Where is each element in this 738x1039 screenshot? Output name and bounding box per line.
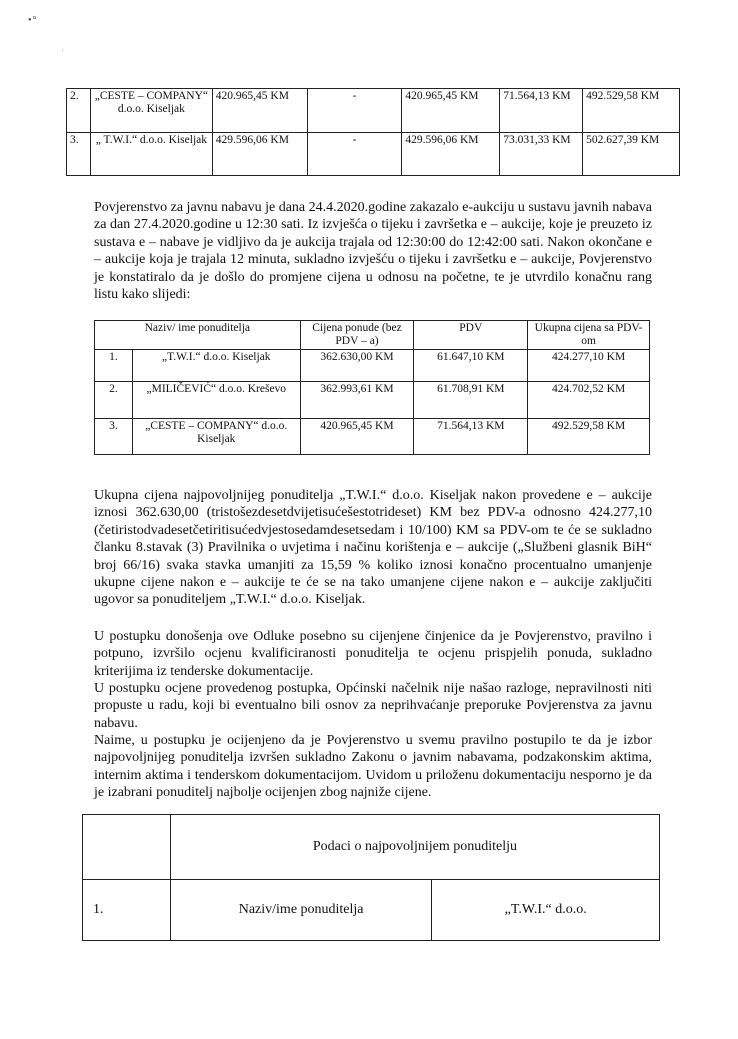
table-row <box>95 350 650 382</box>
offer-price: 420.965,45 KM <box>212 89 307 133</box>
table-row <box>95 382 650 419</box>
final-ranking-table <box>94 320 650 455</box>
price-after-discount: 429.596,06 KM <box>402 133 500 176</box>
vat-amount: 73.031,33 KM <box>500 133 583 176</box>
auction-description-paragraph: Povjerenstvo za javnu nabavu je dana 24.4.2020.godine zakazalo e-aukciju u sustavu javnih nabava za dan 27.4.2020.godine u 12:30 sati. Iz izvješća o tijeku i završetka e – aukcije, koje je preuzeto iz sustava e – nabave je vidljivo da je aukcija trajala od 12:30:00 do 12:42:00 sati. Nakon okončane e – aukcije koja je trajala 12 minuta, sukladno izvješću o tijeku i završetku e – aukcije, Povjerenstvo je konstatiralo da je došlo do promjene cijena u odnosu na početne, te je utvrdilo konačnu rang listu kako slijedi: <box>94 200 652 303</box>
total-price: 424.702,52 KM <box>528 382 650 419</box>
table-row <box>67 133 680 176</box>
best-bidder-table <box>82 814 660 941</box>
price-after-discount: 420.965,45 KM <box>402 89 500 133</box>
bidder-name-value: „T.W.I.“ d.o.o. <box>432 880 660 941</box>
scan-artifact-mark: ˈ <box>61 48 64 58</box>
total-price: 424.277,10 KM <box>528 350 650 382</box>
total-price: 492.529,58 KM <box>528 419 650 455</box>
row-number: 1. <box>83 880 171 941</box>
table-header-row <box>95 321 650 350</box>
vat-amount: 61.647,10 KM <box>414 350 528 382</box>
header-offer-price: Cijena ponude (bez PDV – a) <box>300 321 414 350</box>
rank-number: 1. <box>95 350 133 382</box>
offer-price: 362.630,00 KM <box>300 350 414 382</box>
table-row <box>67 89 680 133</box>
table-row <box>95 419 650 455</box>
bidder-name: „ T.W.I.“ d.o.o. Kiseljak <box>90 133 212 176</box>
vat-amount: 71.564,13 KM <box>414 419 528 455</box>
bidder-name: „CESTE – COMPANY“ d.o.o. Kiseljak <box>90 89 212 133</box>
table-row <box>83 880 660 941</box>
total-price: 502.627,39 KM <box>583 133 680 176</box>
best-bidder-table-title: Podaci o najpovoljnijem ponuditelju <box>170 815 659 880</box>
row-number: 2. <box>67 89 91 133</box>
discount: - <box>307 133 402 176</box>
vat-amount: 71.564,13 KM <box>500 89 583 133</box>
table-header-row <box>83 815 660 880</box>
header-vat: PDV <box>414 321 528 350</box>
best-bid-price-paragraph: Ukupna cijena najpovoljnijeg ponuditelja „T.W.I.“ d.o.o. Kiseljak nakon provedene e – aukcije iznosi 362.630,00 (tristošezdesetdvijetisućešestotrideset) KM bez PDV-a odnosno 424.277,10 (četiristodvadesetčetiritisućedvjestosedamdesetsedam i 10/100) KM sa PDV-om te će se sukladno članku 8.stavak (3) Pravilnika o uvjetima i načinu korištenja e – aukcije („Službeni glasnik BiH“ broj 66/16) svaka stavka umanjiti za 15,59 % koliko iznosi konačno procentualno umanjenje ukupne cijene nakon e – aukcije te će se na tako umanjene cijene nakon e – aukcije zaključiti ugovor sa ponuditeljem „T.W.I.“ d.o.o. Kiseljak. <box>94 488 652 608</box>
bidder-name-label: Naziv/ime ponuditelja <box>170 880 432 941</box>
bidder-name: „T.W.I.“ d.o.o. Kiseljak <box>132 350 300 382</box>
rank-number: 2. <box>95 382 133 419</box>
header-bidder-name: Naziv/ ime ponuditelja <box>95 321 301 350</box>
scan-artifact-dots: •° <box>28 15 38 26</box>
evaluation-paragraph: U postupku donošenja ove Odluke posebno su cijenjene činjenice da je Povjerenstvo, pravilno i potpuno, izvršilo ocjenu kvalificiranosti ponuditelja te ocjenu prispjelih ponuda, sukladno kriterijima iz tenderske dokumentacije. <box>94 629 652 679</box>
row-number: 3. <box>67 133 91 176</box>
header-total-price: Ukupna cijena sa PDV-om <box>528 321 650 350</box>
offer-price: 362.993,61 KM <box>300 382 414 419</box>
discount: - <box>307 89 402 133</box>
empty-cell <box>83 815 171 880</box>
offer-price: 420.965,45 KM <box>300 419 414 455</box>
bidder-name: „MILIČEVIĆ“ d.o.o. Kreševo <box>132 382 300 419</box>
bidder-name: „CESTE – COMPANY“ d.o.o. Kiseljak <box>132 419 300 455</box>
conclusion-paragraph: Naime, u postupku je ocijenjeno da je Povjerenstvo u svemu pravilno postupilo te da je izbor najpovoljnijeg ponuditelja izvršen sukladno Zakonu o javnim nabavama, podzakonskim aktima, internim aktima i tenderskom dokumentacijom. Uvidom u priloženu dokumentaciju nesporno je da je izabrani ponuditelj najbolje ocijenjen zbog najniže cijene. <box>94 733 652 801</box>
rank-number: 3. <box>95 419 133 455</box>
offers-table-continued <box>66 88 680 176</box>
total-price: 492.529,58 KM <box>583 89 680 133</box>
review-paragraph: U postupku ocjene provedenog postupka, Općinski načelnik nije našao razloge, nepravilnosti niti propuste u radu, koji bi eventualno bili osnov za neprihvaćanje preporuke Povjerenstva za javnu nabavu. <box>94 681 652 731</box>
vat-amount: 61.708,91 KM <box>414 382 528 419</box>
offer-price: 429.596,06 KM <box>212 133 307 176</box>
